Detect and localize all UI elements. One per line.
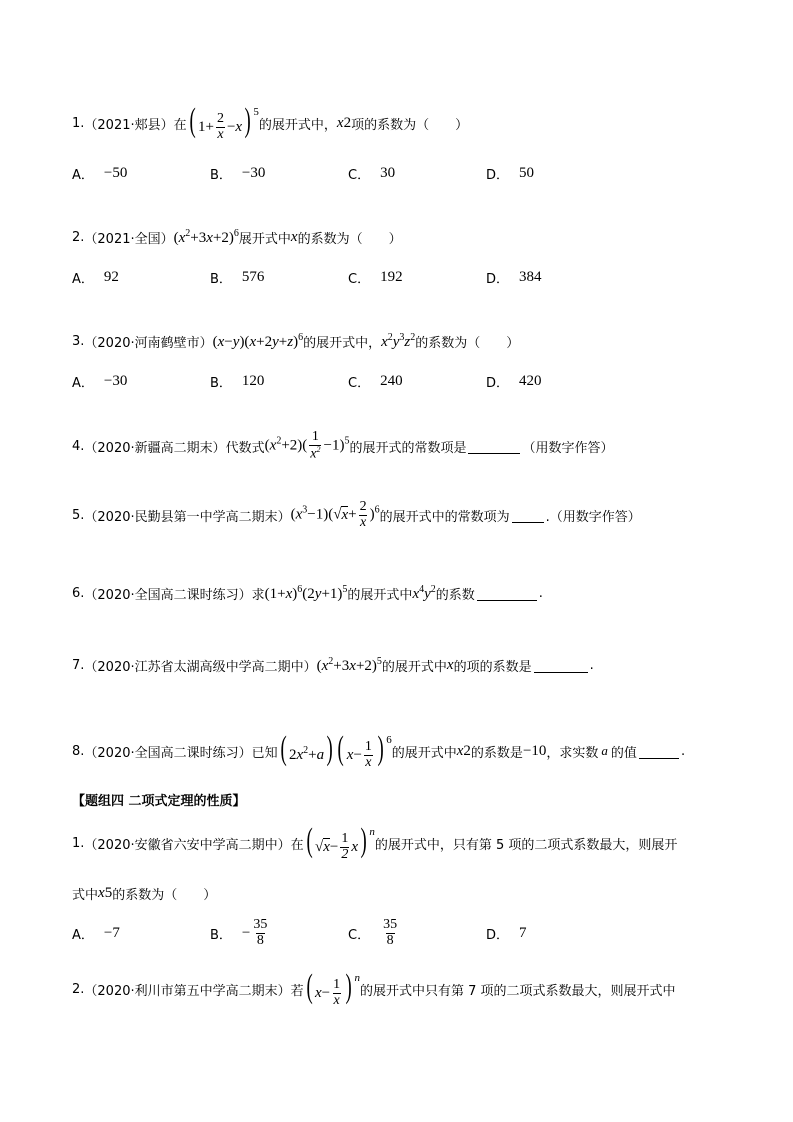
- option-d[interactable]: D． 50: [486, 165, 535, 183]
- math-expression: $(x-y)(x+2y+z)^6$: [212, 332, 304, 350]
- question-2-options: [72, 268, 624, 287]
- question-7: 7. （2020·江苏省太湖高级中学高二期中） $(x^2+3x+2)^5$ 的展开式中 x 的项的系数是 .: [72, 656, 594, 675]
- group4-question-2: 2. （2020·利川市第五中学高二期末） 若 ( x− $\frac{1}{x}$ ) $^n$ 的展开式中只有第 7 项的二项式系数最大，则展开式中: [72, 968, 676, 1009]
- group4-question-1-line2: 式中 x 5 的系数为（ ）: [72, 885, 217, 903]
- question-5: 5. （2020·民勤县第一中学高二期末） $(x^3-1)(√x+$ $\frac{2}{x}$ )$^6$ 的展开式中的常数项为 .（用数字作答）: [72, 499, 641, 530]
- group4-question-1-options: [72, 918, 624, 948]
- question-2: 2. （2021·全国） $(x^2+3x+2)^6$ 展开式中 x 的系数为（ ）: [72, 228, 402, 247]
- option-d[interactable]: D． 384: [486, 269, 542, 287]
- answer-blank[interactable]: [512, 508, 544, 523]
- math-expression: $(x^2+2)$( $\frac{1}{x^2}$ −1)$^5$: [264, 429, 350, 462]
- option-a[interactable]: A． −30: [72, 373, 128, 391]
- option-c[interactable]: C． 30: [348, 165, 396, 183]
- section-title: 【题组四 二项式定理的性质】: [72, 794, 246, 809]
- question-6: 6. （2020·全国高二课时练习） 求 $(1+x)^6(2y+1)^5$ 的展开式中 $x^4y^2$ 的系数 .: [72, 584, 543, 603]
- answer-blank[interactable]: [639, 744, 679, 759]
- option-b[interactable]: B． 576: [210, 269, 265, 287]
- option-a[interactable]: A． −50: [72, 165, 128, 183]
- option-a[interactable]: A． −7: [72, 924, 120, 943]
- question-1-options: [72, 164, 624, 183]
- option-b[interactable]: B． 120: [210, 373, 265, 391]
- group4-question-1: 1. （2020·安徽省六安中学高二期中） 在 ( √x− $\frac{1}{2}$ x) $^n$ 的展开式中，只有第 5 项的二项式系数最大，则展开: [72, 822, 678, 863]
- question-3-options: [72, 372, 624, 391]
- math-expression: $(x^2+3x+2)^5$: [316, 656, 382, 674]
- question-4: 4. （2020·新疆高二期末） 代数式 $(x^2+2)$( $\frac{1}{x^2}$ −1)$^5$ 的展开式的常数项是 （用数字作答）: [72, 429, 614, 462]
- option-b[interactable]: B． − $\frac{35}{8}$: [210, 917, 268, 948]
- answer-blank[interactable]: [477, 586, 537, 601]
- question-3: 3. （2020·河南鹤壁市） $(x-y)(x+2y+z)^6$ 的展开式中， $x^2y^3z^2$ 的系数为（ ）: [72, 332, 520, 351]
- option-d[interactable]: D． 7: [486, 924, 527, 943]
- answer-blank[interactable]: [468, 439, 520, 454]
- option-a[interactable]: A． 92: [72, 269, 119, 287]
- option-b[interactable]: B． −30: [210, 165, 266, 183]
- option-c[interactable]: C． 240: [348, 373, 403, 391]
- math-expression: $(x^2+3x+2)^6$: [173, 228, 239, 246]
- answer-blank[interactable]: [534, 658, 588, 673]
- option-d[interactable]: D． 420: [486, 373, 542, 391]
- math-expression: ( √x− $\frac{1}{2}$ x) $^n$: [306, 822, 375, 863]
- question-1: 1. （2021·郏县） 在 ( 1+ $\frac{2}{x}$ −x) $^5$ 的展开式中， x 2 项的系数为（ ）: [72, 102, 469, 143]
- math-expression: ( 1+ $\frac{2}{x}$ −x) $^5$: [189, 102, 259, 143]
- math-expression: ( $2x^2+a$) ( x− $\frac{1}{x}$ ) $^6$: [280, 730, 392, 771]
- question-8: 8. （2020·全国高二课时练习） 已知 ( $2x^2+a$) ( x− $\frac{1}{x}$ ) $^6$ 的展开式中 x 2 的系数是 −10 ，求实数 a 的值 .: [72, 730, 686, 771]
- option-c[interactable]: C． $\frac{35}{8}$: [348, 917, 398, 948]
- math-expression: $(1+x)^6(2y+1)^5$: [264, 584, 348, 602]
- math-expression: ( x− $\frac{1}{x}$ ) $^n$: [306, 968, 360, 1009]
- option-c[interactable]: C． 192: [348, 269, 403, 287]
- math-expression: $(x^3-1)(√x+$ $\frac{2}{x}$ )$^6$: [290, 499, 380, 530]
